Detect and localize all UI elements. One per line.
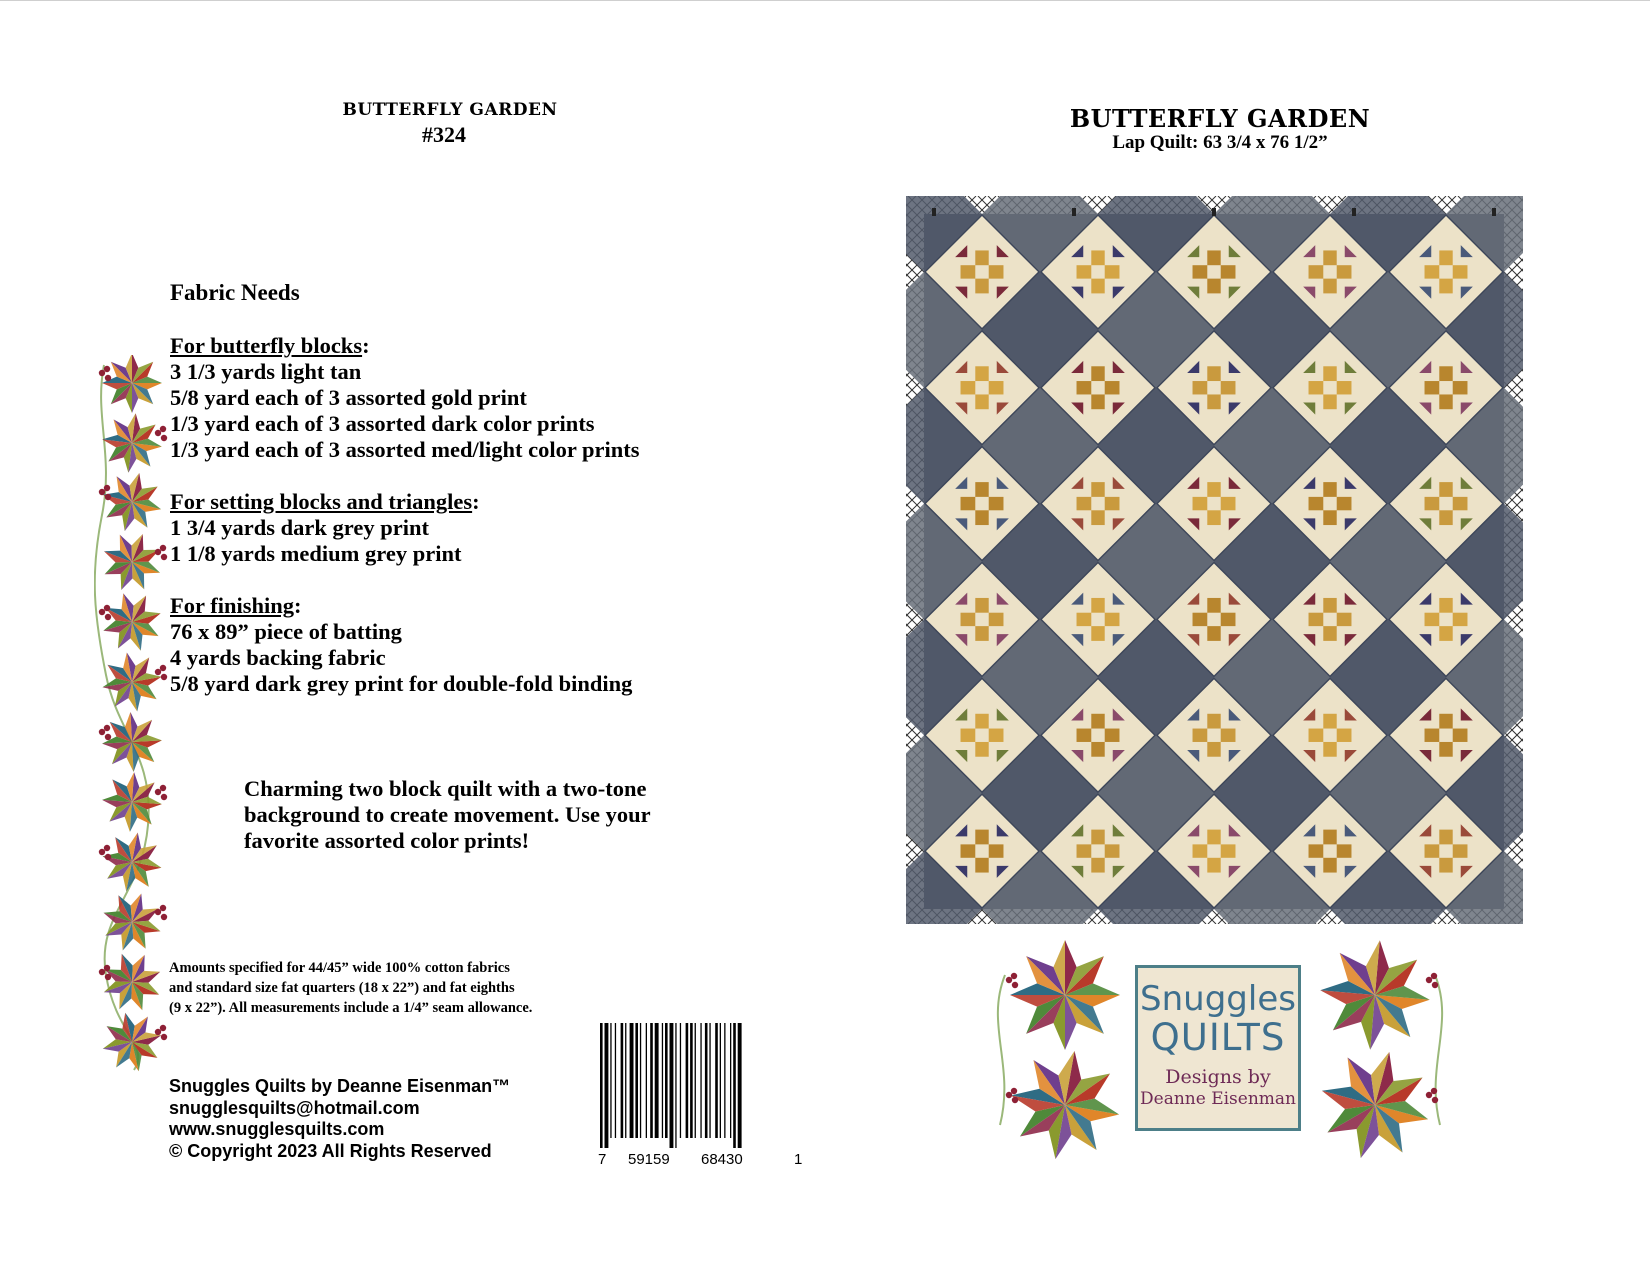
hanging-clip [1072,208,1076,216]
fine-print [169,958,669,1018]
fine-print-line: (9 x 22”). All measurements include a 1/4” seam allowance. [169,1000,533,1016]
fine-print-line: and standard size fat quarters (18 x 22”) and fat eighths [169,980,515,996]
star-motif [103,593,160,650]
barcode-bar [690,1023,693,1138]
barcode-bar [600,1023,603,1148]
barcode-bar [635,1023,638,1138]
barcode-bar [605,1023,609,1148]
fabric-item: 3 1/3 yards light tan [170,359,362,384]
fabric-item: 76 x 89” piece of batting [170,619,402,644]
left-pattern-title: BUTTERFLY GARDEN [342,100,558,120]
fabric-item: 1/3 yard each of 3 assorted dark color prints [170,411,595,436]
email-address[interactable]: snugglesquilts@hotmail.com [169,1097,420,1118]
berry-cluster [1006,973,1018,988]
barcode-digit: 59159 [628,1151,670,1168]
snuggles-quilts-logo [985,935,1455,1165]
barcode-bar [650,1023,653,1138]
barcode-bar [724,1023,725,1138]
quilt-size: Lap Quilt: 63 3/4 x 76 1/2” [1112,132,1328,153]
fine-print-line: Amounts specified for 44/45” wide 100% cotton fabrics [169,960,510,976]
company-name: Snuggles Quilts by Deanne Eisenman™ [169,1076,511,1096]
berry-cluster [99,485,111,500]
barcode [598,1023,803,1173]
logo-plaque [1135,965,1301,1131]
star-vine-border [94,355,174,1075]
barcode-bar [720,1023,721,1138]
star-motif [103,833,162,892]
logo-line: Snuggles [1140,979,1296,1019]
barcode-bar [646,1023,647,1138]
quilt-description: Charming two block quilt with a two-tone background to create movement. Use your favorite assorted color prints! [244,776,651,853]
hanging-clip [1492,208,1496,216]
barcode-bar [670,1023,674,1148]
barcode-bar [700,1023,701,1138]
berry-cluster [155,905,167,920]
section-heading: For butterfly blocks [170,333,363,358]
barcode-bars [598,1023,803,1148]
barcode-bar [733,1023,736,1148]
berry-cluster [99,845,111,860]
star-motif [1010,940,1120,1050]
barcode-digit: 7 [598,1151,607,1168]
left-title-block [330,100,570,148]
section-heading: For finishing [170,593,294,618]
right-title-block [1040,104,1400,154]
barcode-bar [730,1023,731,1138]
quilt-photo [906,196,1523,924]
berry-cluster [99,725,111,740]
star-motif [102,652,161,711]
star-motif [104,534,160,590]
star-motif [102,413,162,473]
logo-line: Designs by [1165,1066,1271,1088]
fabric-needs-heading: Fabric Needs [170,280,300,305]
star-motif [1320,940,1430,1050]
right-pattern-title: BUTTERFLY GARDEN [1069,104,1371,133]
star-motif [103,473,161,531]
pattern-number: #324 [422,122,466,147]
fabric-item: 5/8 yard each of 3 assorted gold print [170,385,527,410]
fabric-item: 1 3/4 yards dark grey print [170,515,429,540]
hanging-clip [1352,208,1356,216]
barcode-bar [665,1023,668,1138]
website-url[interactable]: www.snugglesquilts.com [169,1119,385,1139]
copyright-notice: © Copyright 2023 All Rights Reserved [169,1140,492,1161]
fabric-item: 5/8 yard dark grey print for double-fold binding [170,671,633,696]
star-motif [1322,1052,1428,1158]
barcode-bar [715,1023,718,1138]
barcode-digit: 1 [794,1151,803,1168]
logo-line: Deanne Eisenman [1140,1089,1296,1109]
barcode-bar [625,1023,626,1138]
barcode-bar [610,1023,611,1138]
star-motif [102,772,162,832]
star-motif [102,355,162,413]
barcode-bar [695,1023,696,1138]
barcode-bar [630,1023,634,1138]
barcode-bar [686,1023,689,1138]
contact-info [169,1076,510,1162]
star-motif [1011,1051,1119,1159]
section-finishing: For finishing: 76 x 89” piece of batting 4 yards backing fabric 5/8 yard dark grey print for double-fold binding [170,593,633,696]
top-rule [0,0,1650,1]
section-heading: For setting blocks and triangles [170,489,473,514]
hanging-clip [1212,208,1216,216]
fabric-item: 1/3 yard each of 3 assorted med/light color prints [170,437,640,462]
barcode-bar [621,1023,624,1138]
star-motif [103,1013,161,1071]
berry-cluster [99,366,111,381]
logo-line: QUILTS [1150,1016,1286,1059]
barcode-bar [738,1023,742,1148]
berry-cluster [155,426,167,441]
barcode-digit: 68430 [701,1151,743,1168]
section-butterfly-blocks: For butterfly blocks: 3 1/3 yards light tan 5/8 yard each of 3 assorted gold print 1/3 yard each of 3 assorted dark color prints 1/3 yard each of 3 assorted med/light color prints [170,333,640,462]
berry-cluster [155,785,167,800]
barcode-bar [655,1023,659,1138]
barcode-bar [662,1023,663,1138]
barcode-bar [705,1023,708,1138]
star-motif [102,712,162,772]
quilt-top [906,196,1523,924]
fabric-item: 4 yards backing fabric [170,645,386,670]
hanging-clip [932,208,936,216]
barcode-bar [675,1023,676,1148]
barcode-bar [709,1023,710,1138]
berry-cluster [155,545,167,560]
section-setting-blocks: For setting blocks and triangles: 1 3/4 yards dark grey print 1 1/8 yards medium grey print [170,489,480,566]
barcode-bar [615,1023,616,1138]
barcode-bar [680,1023,681,1138]
fabric-item: 1 1/8 yards medium grey print [170,541,462,566]
barcode-bar [640,1023,641,1138]
